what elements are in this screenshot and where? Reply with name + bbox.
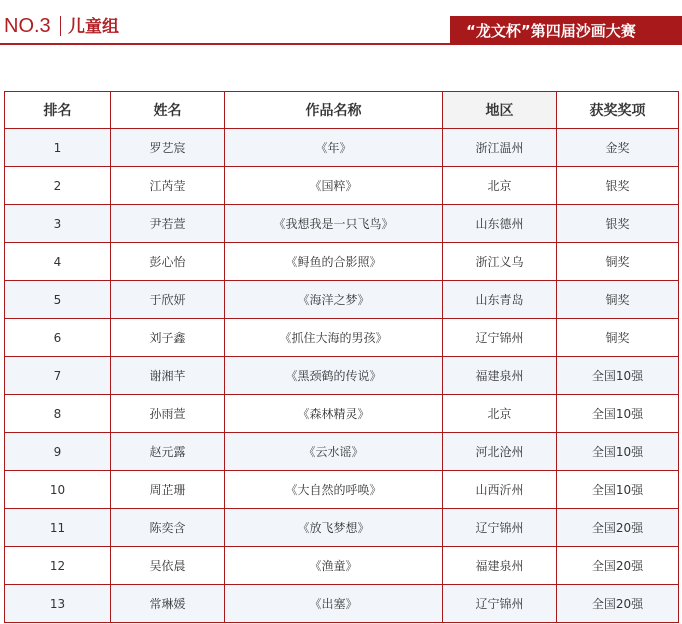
table-row xyxy=(5,395,679,433)
cell-region: 北京 xyxy=(443,167,557,205)
cell-award: 全国20强 xyxy=(557,509,679,547)
table-row xyxy=(5,471,679,509)
column-header-region: 地区 xyxy=(443,92,557,129)
cell-rank: 10 xyxy=(5,471,111,509)
cell-name: 周芷珊 xyxy=(111,471,225,509)
cell-work: 《鲟鱼的合影照》 xyxy=(225,243,443,281)
cell-award: 全国20强 xyxy=(557,547,679,585)
cell-work: 《大自然的呼唤》 xyxy=(225,471,443,509)
table-row xyxy=(5,357,679,395)
table-row xyxy=(5,205,679,243)
table-row xyxy=(5,433,679,471)
table-row xyxy=(5,281,679,319)
cell-name: 孙雨萱 xyxy=(111,395,225,433)
cell-rank: 13 xyxy=(5,585,111,623)
cell-name: 陈奕含 xyxy=(111,509,225,547)
cell-rank: 8 xyxy=(5,395,111,433)
table-row xyxy=(5,243,679,281)
cell-work: 《抓住大海的男孩》 xyxy=(225,319,443,357)
cell-name: 刘子鑫 xyxy=(111,319,225,357)
cell-award: 银奖 xyxy=(557,205,679,243)
competition-title: “龙文杯”第四届沙画大赛 xyxy=(466,22,636,40)
cell-work: 《海洋之梦》 xyxy=(225,281,443,319)
cell-work: 《放飞梦想》 xyxy=(225,509,443,547)
cell-name: 常琳媛 xyxy=(111,585,225,623)
cell-name: 江芮莹 xyxy=(111,167,225,205)
cell-award: 银奖 xyxy=(557,167,679,205)
cell-rank: 4 xyxy=(5,243,111,281)
cell-region: 辽宁锦州 xyxy=(443,319,557,357)
cell-award: 金奖 xyxy=(557,129,679,167)
cell-region: 山西沂州 xyxy=(443,471,557,509)
table-row xyxy=(5,509,679,547)
cell-award: 铜奖 xyxy=(557,319,679,357)
cell-region: 河北沧州 xyxy=(443,433,557,471)
cell-rank: 9 xyxy=(5,433,111,471)
cell-region: 山东青岛 xyxy=(443,281,557,319)
cell-award: 铜奖 xyxy=(557,281,679,319)
cell-award: 全国10强 xyxy=(557,433,679,471)
cell-name: 谢湘芊 xyxy=(111,357,225,395)
cell-award: 全国20强 xyxy=(557,585,679,623)
table-header-row xyxy=(5,92,679,129)
cell-region: 浙江义乌 xyxy=(443,243,557,281)
cell-name: 于欣妍 xyxy=(111,281,225,319)
cell-rank: 1 xyxy=(5,129,111,167)
cell-region: 福建泉州 xyxy=(443,547,557,585)
cell-region: 辽宁锦州 xyxy=(443,585,557,623)
cell-work: 《渔童》 xyxy=(225,547,443,585)
cell-name: 尹若萱 xyxy=(111,205,225,243)
group-label: 儿童组 xyxy=(68,17,119,37)
table-row xyxy=(5,319,679,357)
cell-work: 《森林精灵》 xyxy=(225,395,443,433)
cell-rank: 3 xyxy=(5,205,111,243)
cell-award: 铜奖 xyxy=(557,243,679,281)
page-header xyxy=(0,0,682,46)
table-row xyxy=(5,547,679,585)
cell-award: 全国10强 xyxy=(557,471,679,509)
cell-region: 山东德州 xyxy=(443,205,557,243)
table-row xyxy=(5,585,679,623)
column-header-rank: 排名 xyxy=(5,92,111,129)
cell-name: 赵元露 xyxy=(111,433,225,471)
results-table xyxy=(4,91,679,623)
cell-work: 《黑颈鹤的传说》 xyxy=(225,357,443,395)
cell-work: 《国粹》 xyxy=(225,167,443,205)
cell-rank: 6 xyxy=(5,319,111,357)
header-divider xyxy=(60,16,61,36)
cell-rank: 2 xyxy=(5,167,111,205)
cell-award: 全国10强 xyxy=(557,357,679,395)
table-row xyxy=(5,167,679,205)
section-number: NO.3 xyxy=(4,15,51,37)
cell-region: 辽宁锦州 xyxy=(443,509,557,547)
cell-award: 全国10强 xyxy=(557,395,679,433)
cell-region: 北京 xyxy=(443,395,557,433)
cell-rank: 5 xyxy=(5,281,111,319)
cell-rank: 7 xyxy=(5,357,111,395)
column-header-work: 作品名称 xyxy=(225,92,443,129)
cell-name: 吴依晨 xyxy=(111,547,225,585)
column-header-award: 获奖奖项 xyxy=(557,92,679,129)
cell-region: 浙江温州 xyxy=(443,129,557,167)
cell-rank: 12 xyxy=(5,547,111,585)
table-row xyxy=(5,129,679,167)
cell-rank: 11 xyxy=(5,509,111,547)
cell-region: 福建泉州 xyxy=(443,357,557,395)
cell-work: 《年》 xyxy=(225,129,443,167)
cell-name: 彭心怡 xyxy=(111,243,225,281)
column-header-name: 姓名 xyxy=(111,92,225,129)
cell-name: 罗艺宸 xyxy=(111,129,225,167)
cell-work: 《出塞》 xyxy=(225,585,443,623)
cell-work: 《我想我是一只飞鸟》 xyxy=(225,205,443,243)
cell-work: 《云水谣》 xyxy=(225,433,443,471)
